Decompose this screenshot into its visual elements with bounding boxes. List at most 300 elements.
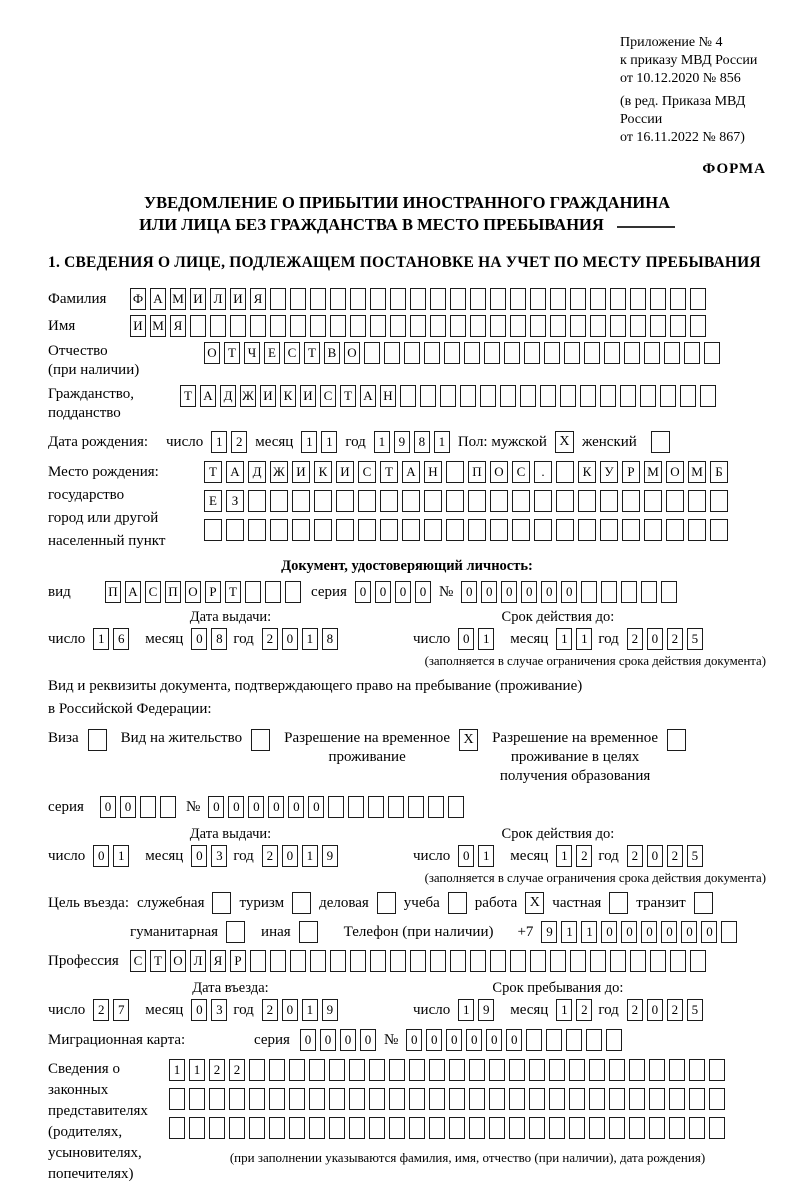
stay-year-label: год [598,1001,619,1018]
form-cell [429,1088,445,1110]
form-cell: 2 [667,999,683,1021]
form-cell: Т [224,342,240,364]
field-citizenship [48,385,766,423]
form-cell: Ч [244,342,260,364]
form-cell [409,1117,425,1139]
form-cell: 0 [360,1029,376,1051]
form-cell: 1 [302,845,318,867]
form-cell: 0 [191,628,207,650]
form-cell [480,385,496,407]
form-cell [446,519,464,541]
form-cell [710,490,728,512]
form-cell: 0 [320,1029,336,1051]
form-cell: С [358,461,376,483]
form-cell: Б [710,461,728,483]
field-profession [48,950,766,972]
purpose-official-label: служебная [136,894,205,911]
resdoc-series-label: серия [48,798,84,815]
form-cell [446,490,464,512]
purpose-official-checkbox [212,892,231,914]
form-cell: 0 [93,845,109,867]
form-cell [430,315,446,337]
form-cell: 0 [355,581,371,603]
form-cell: 2 [627,628,643,650]
resdoc-valid-heading: Срок действия до: [501,826,615,842]
form-cell: 0 [406,1029,422,1051]
form-cell: П [165,581,181,603]
form-cell: 2 [627,845,643,867]
form-cell [329,1117,345,1139]
representatives-row-2 [169,1088,725,1110]
sex-female-label: женский [581,433,637,450]
field-surname [48,288,766,310]
visit-purpose-label: Цель въезда: [48,894,129,911]
form-cell: К [280,385,296,407]
form-cell [564,342,580,364]
field-residence-doc-series [48,796,766,818]
form-cell: О [204,342,220,364]
form-cell [468,519,486,541]
resdoc-issue-year-cells [262,845,338,867]
birth-year-cells [374,431,450,453]
resdoc-issue-year-label: год [233,847,254,864]
resdoc-number-sign: № [186,798,201,815]
form-cell [609,1059,625,1081]
form-cell: З [226,490,244,512]
form-cell [550,288,566,310]
form-cell: 1 [458,999,474,1021]
entry-day-cells [93,999,129,1021]
doc-issue-heading: Дата выдачи: [189,609,272,625]
form-cell [330,315,346,337]
resdoc-valid-day-cells [458,845,494,867]
field-identity-doc [48,581,766,603]
form-cell [549,1059,565,1081]
form-cell: И [230,288,246,310]
doc-valid-month-cells [556,628,592,650]
purpose-study-checkbox [448,892,467,914]
form-cell [589,1117,605,1139]
form-cell [384,342,400,364]
form-cell: Т [150,950,166,972]
form-cell [470,950,486,972]
birth-date-label: Дата рождения: [48,433,149,450]
form-cell [310,288,326,310]
form-cell [600,519,618,541]
appendix-line-1: Приложение № 4 [620,35,723,50]
form-cell [169,1088,185,1110]
form-cell [600,385,616,407]
form-cell [470,315,486,337]
form-cell [269,1059,285,1081]
form-cell [310,950,326,972]
form-cell [469,1059,485,1081]
form-cell [589,1088,605,1110]
form-cell [649,1117,665,1139]
doc-issue-day-cells [93,628,129,650]
surname-cells [130,288,706,310]
appendix-line-3: от 10.12.2020 № 856 [620,71,741,86]
purpose-work-checkbox: X [525,892,544,914]
appendix-header [620,34,766,147]
form-cell [250,950,266,972]
form-cell [660,385,676,407]
form-cell [358,490,376,512]
form-cell [509,1117,525,1139]
form-cell [509,1088,525,1110]
form-cell [289,1088,305,1110]
resdoc-series-cells [100,796,176,818]
doc-valid-month-label: месяц [510,630,549,647]
form-cell: 0 [208,796,224,818]
form-cell: 1 [302,999,318,1021]
residence-doc-dates [48,826,766,867]
birthplace-row-2 [204,490,728,512]
birth-year-label: год [345,433,366,450]
form-cell: 1 [189,1059,205,1081]
doc-valid-year-cells [627,628,703,650]
form-cell [669,1088,685,1110]
form-cell [329,1059,345,1081]
residence-doc-intro-2: в Российской Федерации: [48,701,212,717]
form-title-line-1: УВЕДОМЛЕНИЕ О ПРИБЫТИИ ИНОСТРАННОГО ГРАЖДАНИНА [143,193,671,212]
form-cell [664,342,680,364]
doc-valid-day-cells [458,628,494,650]
form-cell [509,1059,525,1081]
form-cell [689,1117,705,1139]
form-cell: 2 [229,1059,245,1081]
entry-year-label: год [233,1001,254,1018]
form-cell: 9 [322,999,338,1021]
form-cell [629,1059,645,1081]
purpose-humanitarian-checkbox [226,921,245,943]
purpose-other-checkbox [299,921,318,943]
form-cell [470,288,486,310]
form-cell [270,490,288,512]
form-cell [430,950,446,972]
form-cell [468,490,486,512]
form-cell: Д [220,385,236,407]
patronymic-cells [204,342,720,364]
form-cell [549,1088,565,1110]
form-cell [408,796,424,818]
form-cell: 1 [434,431,450,453]
purpose-business-label: деловая [319,894,369,911]
form-cell: 0 [340,1029,356,1051]
form-cell [710,519,728,541]
form-cell: А [200,385,216,407]
form-cell [440,385,456,407]
form-cell [534,490,552,512]
form-cell [721,921,737,943]
form-cell [640,385,656,407]
form-cell [292,519,310,541]
form-cell: 0 [621,921,637,943]
form-cell [309,1117,325,1139]
form-cell: 0 [308,796,324,818]
form-cell [450,288,466,310]
form-cell: 0 [282,628,298,650]
form-cell: 0 [288,796,304,818]
form-cell [589,1059,605,1081]
revision-line-1: (в ред. Приказа МВД России [620,94,746,127]
migcard-number-cells [406,1029,622,1051]
form-cell: Т [304,342,320,364]
form-cell [512,519,530,541]
form-cell: И [336,461,354,483]
form-cell [689,1059,705,1081]
resdoc-valid-day-label: число [413,847,451,864]
form-cell [248,519,266,541]
form-cell [204,519,222,541]
form-cell [529,1088,545,1110]
purpose-private-label: частная [552,894,602,911]
form-cell [570,288,586,310]
form-cell: 0 [282,999,298,1021]
stay-month-label: месяц [510,1001,549,1018]
resdoc-issue-col [48,826,413,867]
form-cell: 0 [248,796,264,818]
representatives-row-1 [169,1059,725,1081]
form-cell: 7 [113,999,129,1021]
form-cell [630,950,646,972]
profession-label: Профессия [48,952,119,969]
form-cell: И [292,461,310,483]
form-cell [609,1117,625,1139]
migration-card-label: Миграционная карта: [48,1031,186,1048]
form-cell [644,519,662,541]
form-cell: Ж [270,461,288,483]
birthplace-row-1 [204,461,728,483]
form-cell [689,1088,705,1110]
form-cell: 0 [641,921,657,943]
doc-series-label: серия [311,583,347,600]
form-cell [389,1117,405,1139]
form-cell [622,490,640,512]
form-cell: С [512,461,530,483]
form-cell: С [130,950,146,972]
form-cell: 0 [466,1029,482,1051]
form-cell [590,315,606,337]
form-cell [270,315,286,337]
form-cell [400,385,416,407]
form-cell: 2 [576,845,592,867]
form-cell [709,1088,725,1110]
form-cell: 0 [501,581,517,603]
form-cell: 1 [113,845,129,867]
form-cell: 0 [375,581,391,603]
stay-until-heading: Срок пребывания до: [492,980,624,996]
form-cell [569,1117,585,1139]
form-cell: 3 [211,999,227,1021]
form-cell: 1 [211,431,227,453]
form-cell: И [260,385,276,407]
form-cell [534,519,552,541]
form-cell: 8 [322,628,338,650]
form-cell [556,519,574,541]
form-cell [510,288,526,310]
form-cell [370,288,386,310]
form-cell [669,1059,685,1081]
form-cell: М [170,288,186,310]
form-cell [609,1088,625,1110]
visa-label: Виза [48,730,79,746]
form-cell: 1 [556,628,572,650]
form-cell [410,315,426,337]
form-cell [189,1088,205,1110]
form-body [48,288,766,1185]
entry-stay-dates [48,980,766,1021]
form-cell [584,342,600,364]
form-cell [446,461,464,483]
form-cell: Р [230,950,246,972]
form-cell [350,315,366,337]
form-cell [489,1088,505,1110]
resdoc-valid-year-label: год [598,847,619,864]
form-cell [230,315,246,337]
form-cell [314,519,332,541]
form-cell [650,315,666,337]
option-edu-residence-permit [492,729,686,786]
form-cell [449,1059,465,1081]
form-cell [265,581,281,603]
form-cell [409,1059,425,1081]
option-visa [48,729,107,751]
edu-residence-permit-label: Разрешение на временное проживание в целях получения образования [492,730,659,784]
birth-month-label: месяц [255,433,294,450]
form-cell [578,519,596,541]
form-cell [328,796,344,818]
given-name-cells [130,315,706,337]
representatives-label: Сведения о законных представителях (родителях, усыновителях, попечителях) [48,1061,148,1182]
form-cell [270,950,286,972]
form-cell: О [344,342,360,364]
profession-cells [130,950,706,972]
form-cell [429,1059,445,1081]
form-cell: 9 [478,999,494,1021]
form-cell: 0 [282,845,298,867]
form-cell: Р [205,581,221,603]
stay-month-cells [556,999,592,1021]
form-cell: 0 [561,581,577,603]
form-cell: Н [424,461,442,483]
form-cell [490,950,506,972]
form-cell [160,796,176,818]
form-cell: 2 [93,999,109,1021]
form-cell: 6 [113,628,129,650]
form-cell [556,490,574,512]
form-cell [620,385,636,407]
form-cell [389,1088,405,1110]
form-cell [610,288,626,310]
form-cell: О [490,461,508,483]
citizenship-cells [180,385,716,407]
form-cell [390,315,406,337]
purpose-humanitarian-label: гуманитарная [130,923,219,940]
form-cell [380,490,398,512]
form-cell: 0 [426,1029,442,1051]
form-cell: 8 [414,431,430,453]
resdoc-issue-month-label: месяц [145,847,184,864]
form-cell: 0 [701,921,717,943]
form-cell: 1 [478,845,494,867]
form-cell: 0 [461,581,477,603]
form-cell: 1 [556,845,572,867]
form-cell: 0 [601,921,617,943]
form-cell [424,490,442,512]
form-cell [269,1117,285,1139]
form-cell: Т [204,461,222,483]
form-cell: С [284,342,300,364]
form-cell [450,950,466,972]
form-cell [350,950,366,972]
revision-line-2: от 16.11.2022 № 867) [620,130,745,145]
form-cell: 0 [681,921,697,943]
migcard-number-sign: № [383,1031,399,1048]
form-cell: 0 [395,581,411,603]
surname-label: Фамилия [48,290,107,307]
title-blank-line [617,226,675,228]
entry-month-label: месяц [145,1001,184,1018]
form-cell [690,950,706,972]
form-cell: 1 [576,628,592,650]
form-cell [580,385,596,407]
form-cell [688,519,706,541]
form-cell [650,288,666,310]
purpose-transit-label: транзит [636,894,686,911]
stay-year-cells [627,999,703,1021]
form-cell [390,950,406,972]
form-cell: П [105,581,121,603]
form-cell [629,1088,645,1110]
form-cell [404,342,420,364]
representatives-row-3 [169,1117,725,1139]
stay-day-label: число [413,1001,451,1018]
form-cell [530,315,546,337]
doc-issue-day-label: число [48,630,86,647]
form-cell: 0 [486,1029,502,1051]
form-cell [560,385,576,407]
form-cell [368,796,384,818]
form-cell: Т [340,385,356,407]
form-cell [402,490,420,512]
citizenship-label: Гражданство, подданство [48,386,135,421]
form-cell [349,1088,365,1110]
entry-date-heading: Дата въезда: [192,980,269,996]
form-cell: 2 [667,628,683,650]
purpose-business-checkbox [377,892,396,914]
sex-female-checkbox [651,431,670,453]
birth-day-cells [211,431,247,453]
form-cell [460,385,476,407]
form-cell [369,1088,385,1110]
identity-doc-dates [48,609,766,650]
phone-label: Телефон (при наличии) [343,923,494,940]
form-cell [309,1059,325,1081]
form-cell [629,1117,645,1139]
form-cell: 1 [301,431,317,453]
form-cell [512,490,530,512]
forma-label: ФОРМА [702,161,766,177]
edu-residence-permit-checkbox [667,729,686,751]
form-cell: 0 [458,845,474,867]
temp-residence-permit-checkbox: X [459,729,478,751]
form-cell [336,519,354,541]
form-cell: 0 [300,1029,316,1051]
form-cell [249,1088,265,1110]
birthplace-row-3 [204,519,728,541]
form-cell [289,1117,305,1139]
